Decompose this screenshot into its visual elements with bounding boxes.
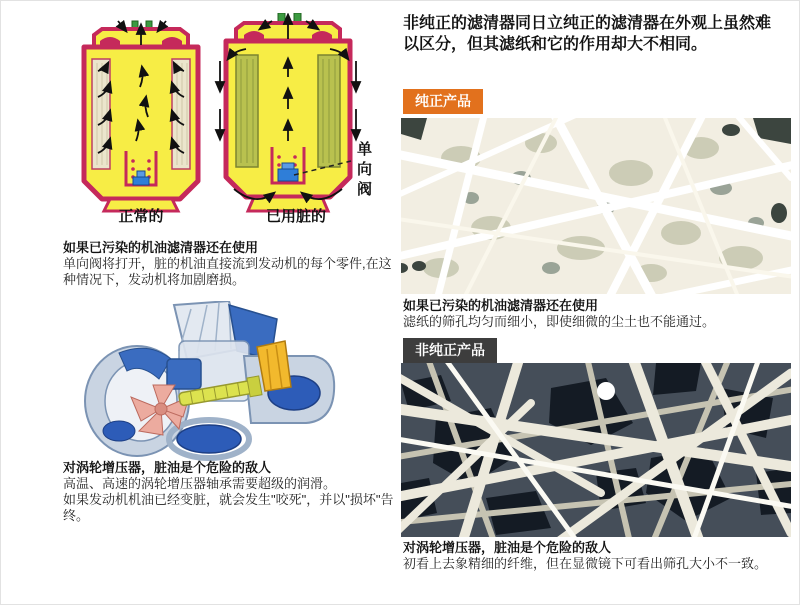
check-valve-label: 单向阀 [355, 141, 372, 201]
right-section-2-title: 对涡轮增压器，脏油是个危险的敌人 [403, 540, 612, 555]
micrograph-marker-dot [597, 382, 615, 400]
genuine-filter-micrograph [401, 118, 791, 294]
filter-normal-figure [84, 21, 198, 211]
right-section-1-body: 滤纸的筛孔均匀而细小，即使细微的尘土也不能通过。 [403, 314, 716, 329]
right-section-1 [403, 298, 785, 330]
left-section-1 [63, 240, 395, 288]
right-section-1-title: 如果已污染的机油滤清器还在使用 [403, 298, 599, 313]
oil-filter-diagram [56, 13, 401, 228]
left-section-2 [63, 460, 395, 524]
page-heading: 非纯正的滤清器同日立纯正的滤清器在外观上虽然难以区分，但其滤纸和它的作用却大不相同。 [403, 15, 772, 53]
right-section-2 [403, 540, 785, 572]
genuine-product-badge-label: 纯正产品 [403, 89, 483, 114]
left-section-2-line1: 高温、高速的涡轮增压器轴承需要超级的润滑。 [63, 476, 337, 491]
turbocharger-illustration [79, 301, 341, 461]
non-genuine-filter-micrograph [401, 363, 791, 537]
left-section-1-title: 如果已污染的机油滤清器还在使用 [63, 240, 259, 255]
filter-used-label: 已用脏的 [265, 208, 326, 225]
left-section-2-line2: 如果发动机机油已经变脏，就会发生"咬死"，并以"损坏"告终。 [63, 492, 394, 523]
left-section-1-body: 单向阀将打开，脏的机油直接流到发动机的每个零件,在这种情况下，发动机将加剧磨损。 [63, 256, 392, 287]
non-genuine-product-badge-label: 非纯正产品 [403, 338, 497, 363]
right-section-2-body: 初看上去象精细的纤维，但在显微镜下可看出筛孔大小不一致。 [403, 556, 768, 571]
non-genuine-product-badge [403, 338, 497, 363]
genuine-product-badge [403, 89, 483, 114]
filter-used-figure [220, 13, 356, 211]
filter-normal-label: 正常的 [118, 208, 164, 225]
left-section-2-title: 对涡轮增压器，脏油是个危险的敌人 [63, 460, 272, 475]
